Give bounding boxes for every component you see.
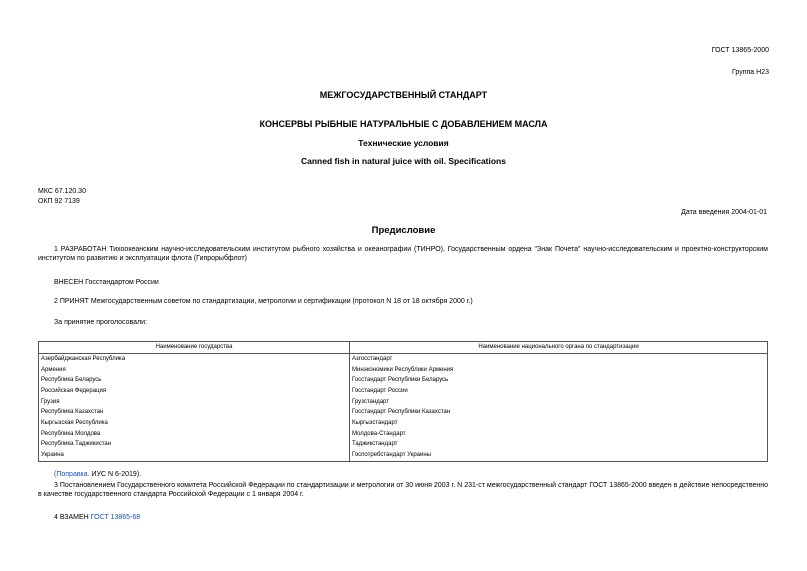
- intro-date: Дата введения 2004-01-01: [681, 209, 767, 216]
- voting-states-table: [38, 341, 768, 462]
- gost-number: ГОСТ 13865-2000: [711, 47, 769, 54]
- preface-voted: За принятие проголосовали:: [54, 319, 147, 326]
- table-cell-body: Госстандарт Республики Беларусь: [350, 375, 768, 386]
- document-title: КОНСЕРВЫ РЫБНЫЕ НАТУРАЛЬНЫЕ С ДОБАВЛЕНИЕМ МАСЛА: [259, 119, 548, 129]
- table-cell-body: Таджикстандарт: [350, 439, 768, 450]
- table-cell-state: Армения: [39, 364, 350, 375]
- replaces-label: 4 ВЗАМЕН: [54, 514, 91, 521]
- table-cell-state: Грузия: [39, 396, 350, 407]
- table-cell-state: Республика Казахстан: [39, 407, 350, 418]
- table-cell-state: Республика Таджикистан: [39, 439, 350, 450]
- table-cell-body: Молдова-Стандарт: [350, 429, 768, 440]
- table-cell-state: Российская Федерация: [39, 386, 350, 397]
- table-cell-body: Госстандарт Республики Казахстан: [350, 407, 768, 418]
- table-cell-body: Кыргызстандарт: [350, 418, 768, 429]
- table-row: [39, 439, 768, 450]
- table-cell-state: Республика Беларусь: [39, 375, 350, 386]
- table-header-body: Наименование национального органа по стандартизации: [350, 342, 768, 354]
- table-cell-state: Республика Молдова: [39, 429, 350, 440]
- table-cell-state: Азербайджанская Республика: [39, 353, 350, 364]
- preface-heading: Предисловие: [371, 225, 436, 236]
- amendment-text: ИУС N 6-2019).: [89, 471, 142, 478]
- preface-paragraph-1: 1 РАЗРАБОТАН Тихоокеанским научно-исследовательским институтом рыбного хозяйства и океанографии (ТИНРО), Государственным ордена "Знак Почета" научно-исследовательским и проектно-конструкторским институтом по развитию и эксплуатации флота (Гипрорыбфлот): [38, 246, 768, 263]
- table-cell-body: Азгосстандарт: [350, 353, 768, 364]
- amendment-link[interactable]: (Поправка.: [54, 471, 90, 478]
- table-row: [39, 450, 768, 461]
- preface-paragraph-2: 2 ПРИНЯТ Межгосударственным советом по стандартизации, метрологии и сертификации (протокол N 18 от 18 октября 2000 г.): [54, 298, 473, 305]
- table-row: [39, 353, 768, 364]
- table-header-row: [39, 342, 768, 354]
- table-cell-body: Минэкономики Республики Армения: [350, 364, 768, 375]
- table-row: [39, 396, 768, 407]
- table-row: [39, 386, 768, 397]
- table-row: [39, 418, 768, 429]
- standard-type-heading: МЕЖГОСУДАРСТВЕННЫЙ СТАНДАРТ: [319, 90, 488, 100]
- table-cell-body: Грузстандарт: [350, 396, 768, 407]
- preface-paragraph-4: [54, 513, 140, 522]
- table-cell-state: Украина: [39, 450, 350, 461]
- table-row: [39, 375, 768, 386]
- replaced-standard-link[interactable]: ГОСТ 13865-68: [90, 514, 141, 521]
- okp-code: ОКП 92 7139: [38, 198, 80, 205]
- document-subtitle: Технические условия: [358, 138, 449, 148]
- english-title: Canned fish in natural juice with oil. Specifications: [301, 156, 506, 166]
- table-row: [39, 429, 768, 440]
- table-cell-body: Госстандарт России: [350, 386, 768, 397]
- table-row: [39, 407, 768, 418]
- amendment-note: [54, 470, 141, 479]
- group-code: Группа Н23: [732, 69, 769, 76]
- table-header-state: Наименование государства: [39, 342, 350, 354]
- preface-paragraph-3: 3 Постановлением Государственного комитета Российской Федерации по стандартизации и метрологии от 30 июня 2003 г. N 231-ст межгосударственный стандарт ГОСТ 13865-2000 введен в действие непосредственно в качестве государственного стандарта Российской Федерации с 1 января 2004 г.: [38, 482, 768, 499]
- mks-code: МКС 67.120.30: [38, 188, 86, 195]
- table-cell-state: Кыргызская Республика: [39, 418, 350, 429]
- preface-introduced: ВНЕСЕН Госстандартом России: [54, 279, 159, 286]
- table-row: [39, 364, 768, 375]
- table-cell-body: Госпотребстандарт Украины: [350, 450, 768, 461]
